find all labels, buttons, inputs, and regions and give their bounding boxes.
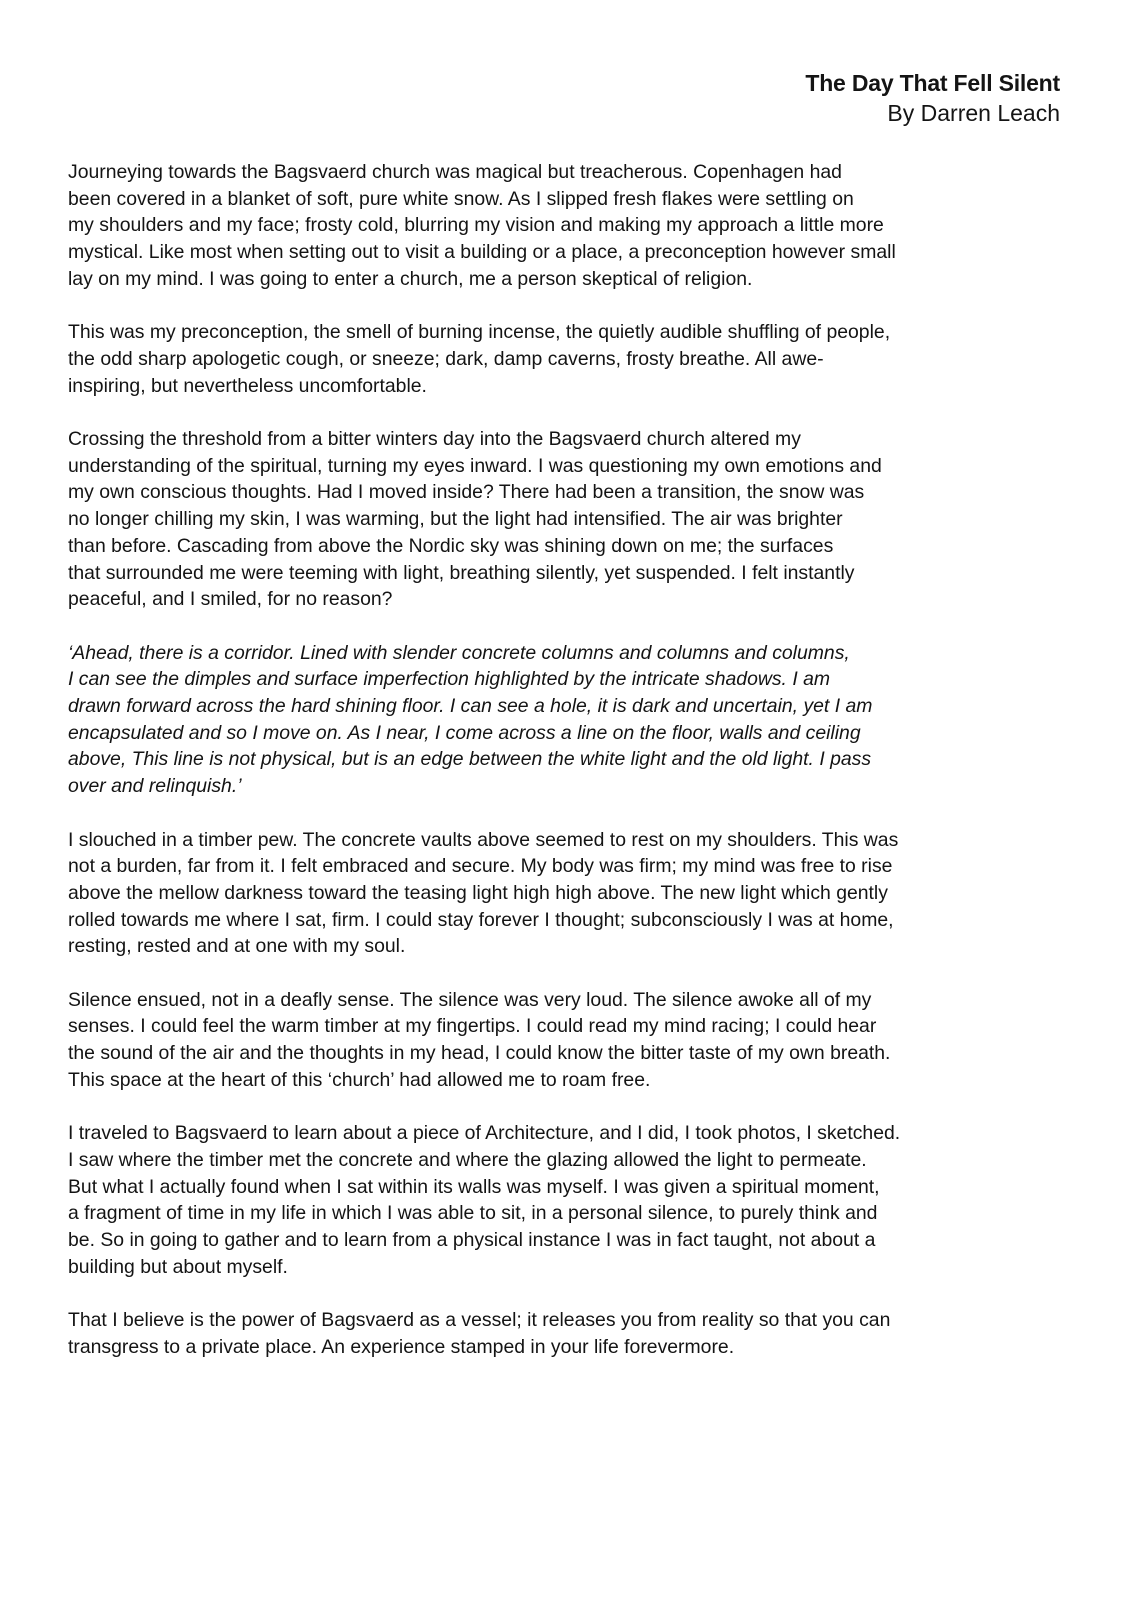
- paragraph-line: inspiring, but nevertheless uncomfortable.: [68, 374, 427, 397]
- paragraph-line: Crossing the threshold from a bitter winters day into the Bagsvaerd church altered my: [68, 428, 801, 450]
- paragraph-line: not a burden, far from it. I felt embraced and secure. My body was firm; my mind was free to rise: [68, 855, 893, 878]
- paragraph-line: resting, rested and at one with my soul.: [68, 935, 406, 958]
- paragraph-line: I slouched in a timber pew. The concrete vaults above seemed to rest on my shoulders. This was: [68, 828, 899, 851]
- paragraph-line: lay on my mind. I was going to enter a church, me a person skeptical of religion.: [68, 267, 753, 290]
- paragraph-line: be. So in going to gather and to learn from a physical instance I was in fact taught, not about a: [68, 1229, 876, 1252]
- paragraph-line: the sound of the air and the thoughts in my head, I could know the bitter taste of my own breath.: [68, 1042, 891, 1065]
- paragraph-line: been covered in a blanket of soft, pure white snow. As I slipped fresh flakes were settling on: [68, 187, 854, 210]
- quoted-paragraph: [68, 640, 1068, 800]
- document-header: [805, 68, 1060, 128]
- paragraph-line: I traveled to Bagsvaerd to learn about a piece of Architecture, and I did, I took photos, I sketched.: [68, 1122, 901, 1145]
- paragraph-line: transgress to a private place. An experience stamped in your life forevermore.: [68, 1335, 735, 1358]
- paragraph-line: mystical. Like most when setting out to visit a building or a place, a preconception however small: [68, 241, 896, 264]
- paragraph-line: that surrounded me were teeming with light, breathing silently, yet suspended. I felt instantly: [68, 561, 855, 584]
- paragraph-line: I saw where the timber met the concrete and where the glazing allowed the light to permeate.: [68, 1148, 867, 1171]
- paragraph-line: a fragment of time in my life in which I was able to sit, in a personal silence, to purely think and: [68, 1202, 878, 1225]
- paragraph-line: rolled towards me where I sat, firm. I could stay forever I thought; subconsciously I was at home,: [68, 908, 894, 931]
- paragraph-line: above the mellow darkness toward the teasing light high high above. The new light which gently: [68, 881, 888, 904]
- paragraph: [68, 827, 1068, 961]
- paragraph-line: Silence ensued, not in a deafly sense. The silence was very loud. The silence awoke all of my: [68, 988, 872, 1011]
- paragraph-line: This was my preconception, the smell of burning incense, the quietly audible shuffling of people,: [68, 321, 891, 344]
- paragraph-line: my shoulders and my face; frosty cold, blurring my vision and making my approach a little more: [68, 214, 884, 237]
- paragraph-line: encapsulated and so I move on. As I near, I come across a line on the floor, walls and ceiling: [68, 721, 861, 744]
- paragraph-line: ‘Ahead, there is a corridor. Lined with slender concrete columns and columns and columns,: [68, 641, 850, 664]
- paragraph-line: Journeying towards the Bagsvaerd church was magical but treacherous. Copenhagen had: [68, 161, 842, 183]
- paragraph-line: than before. Cascading from above the Nordic sky was shining down on me; the surfaces: [68, 534, 834, 557]
- paragraph-line: senses. I could feel the warm timber at my fingertips. I could read my mind racing; I could hear: [68, 1015, 877, 1038]
- paragraph: [68, 159, 1068, 293]
- paragraph-line: above, This line is not physical, but is an edge between the white light and the old light. I pass: [68, 748, 872, 771]
- paragraph: [68, 426, 1068, 613]
- document-author: By Darren Leach: [887, 100, 1060, 126]
- paragraph: [68, 987, 1068, 1094]
- paragraph-line: That I believe is the power of Bagsvaerd as a vessel; it releases you from reality so that you can: [68, 1309, 891, 1332]
- paragraph: [68, 319, 1068, 399]
- paragraph-line: But what I actually found when I sat within its walls was myself. I was given a spiritual moment,: [68, 1175, 880, 1198]
- document-body: [68, 159, 1068, 1387]
- paragraph-line: the odd sharp apologetic cough, or sneeze; dark, damp caverns, frosty breathe. All awe-: [68, 347, 824, 370]
- paragraph-line: understanding of the spiritual, turning my eyes inward. I was questioning my own emotions and: [68, 454, 882, 477]
- paragraph-line: I can see the dimples and surface imperfection highlighted by the intricate shadows. I am: [68, 668, 831, 691]
- paragraph-line: over and relinquish.’: [68, 775, 242, 798]
- paragraph-line: building but about myself.: [68, 1255, 288, 1278]
- paragraph-line: This space at the heart of this ‘church’ had allowed me to roam free.: [68, 1068, 651, 1091]
- paragraph-line: drawn forward across the hard shining floor. I can see a hole, it is dark and uncertain, yet I am: [68, 695, 873, 718]
- document-title: The Day That Fell Silent: [805, 70, 1060, 96]
- paragraph: [68, 1120, 1068, 1280]
- paragraph: [68, 1307, 1068, 1360]
- paragraph-line: no longer chilling my skin, I was warming, but the light had intensified. The air was brighter: [68, 508, 843, 531]
- paragraph-line: my own conscious thoughts. Had I moved inside? There had been a transition, the snow was: [68, 481, 865, 504]
- paragraph-line: peaceful, and I smiled, for no reason?: [68, 588, 393, 611]
